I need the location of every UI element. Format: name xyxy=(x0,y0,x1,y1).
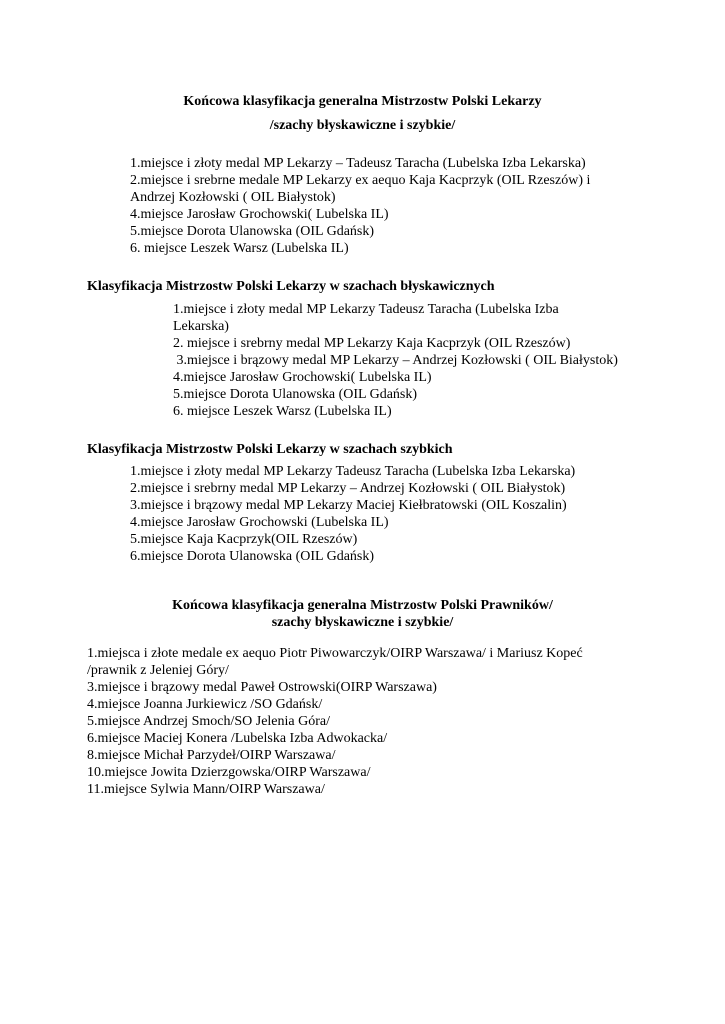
list-item: 5.miejsce Kaja Kacprzyk(OIL Rzeszów) xyxy=(130,532,358,547)
section4-title-line1: Końcowa klasyfikacja generalna Mistrzostw Polski Prawników/ xyxy=(172,598,553,613)
list-item: 4.miejsce Jarosław Grochowski( Lubelska IL) xyxy=(130,207,389,222)
list-item: Andrzej Kozłowski ( OIL Białystok) xyxy=(130,190,336,205)
section4-list xyxy=(87,645,583,798)
list-item: 2. miejsce i srebrny medal MP Lekarzy Kaja Kacprzyk (OIL Rzeszów) xyxy=(173,336,571,351)
section3-list xyxy=(130,463,575,565)
list-item: 10.miejsce Jowita Dzierzgowska/OIRP Warszawa/ xyxy=(87,765,371,780)
list-item: 3.miejsce i brązowy medal Paweł Ostrowski(OIRP Warszawa) xyxy=(87,680,437,695)
section1-title-line1: Końcowa klasyfikacja generalna Mistrzostw Polski Lekarzy xyxy=(183,94,542,109)
list-item: 6.miejsce Maciej Konera /Lubelska Izba Adwokacka/ xyxy=(87,731,388,746)
list-item: 1.miejsca i złote medale ex aequo Piotr Piwowarczyk/OIRP Warszawa/ i Mariusz Kopeć xyxy=(87,646,583,661)
list-item: 3.miejsce i brązowy medal MP Lekarzy – Andrzej Kozłowski ( OIL Białystok) xyxy=(173,353,618,368)
list-item: 6. miejsce Leszek Warsz (Lubelska IL) xyxy=(173,404,392,419)
list-item: 11.miejsce Sylwia Mann/OIRP Warszawa/ xyxy=(87,782,325,797)
section4-title-line2: szachy błyskawiczne i szybkie/ xyxy=(271,615,454,630)
list-item: 2.miejsce i srebrny medal MP Lekarzy – Andrzej Kozłowski ( OIL Białystok) xyxy=(130,481,566,496)
list-item: 4.miejsce Jarosław Grochowski( Lubelska IL) xyxy=(173,370,432,385)
section1-title-line2: /szachy błyskawiczne i szybkie/ xyxy=(269,118,456,133)
list-item: 5.miejsce Dorota Ulanowska (OIL Gdańsk) xyxy=(130,224,375,239)
list-item: 6. miejsce Leszek Warsz (Lubelska IL) xyxy=(130,241,349,256)
section2-list xyxy=(173,301,618,420)
list-item: 1.miejsce i złoty medal MP Lekarzy Tadeusz Taracha (Lubelska Izba xyxy=(173,302,559,317)
list-item: 4.miejsce Jarosław Grochowski (Lubelska IL) xyxy=(130,515,389,530)
section3-title: Klasyfikacja Mistrzostw Polski Lekarzy w szachach szybkich xyxy=(87,442,453,457)
list-item: 1.miejsce i złoty medal MP Lekarzy Tadeusz Taracha (Lubelska Izba Lekarska) xyxy=(130,464,576,479)
list-item: /prawnik z Jeleniej Góry/ xyxy=(87,663,229,678)
list-item: 8.miejsce Michał Parzydeł/OIRP Warszawa/ xyxy=(87,748,336,763)
list-item: 4.miejsce Joanna Jurkiewicz /SO Gdańsk/ xyxy=(87,697,323,712)
list-item: 2.miejsce i srebrne medale MP Lekarzy ex aequo Kaja Kacprzyk (OIL Rzeszów) i xyxy=(130,173,591,188)
list-item: 3.miejsce i brązowy medal MP Lekarzy Maciej Kiełbratowski (OIL Koszalin) xyxy=(130,498,567,513)
list-item: 1.miejsce i złoty medal MP Lekarzy – Tadeusz Taracha (Lubelska Izba Lekarska) xyxy=(130,156,586,171)
list-item: 5.miejsce Dorota Ulanowska (OIL Gdańsk) xyxy=(173,387,418,402)
list-item: 6.miejsce Dorota Ulanowska (OIL Gdańsk) xyxy=(130,549,375,564)
list-item: 5.miejsce Andrzej Smoch/SO Jelenia Góra/ xyxy=(87,714,330,729)
section2-title: Klasyfikacja Mistrzostw Polski Lekarzy w szachach błyskawicznych xyxy=(87,279,495,294)
section1-list xyxy=(130,155,590,257)
list-item: Lekarska) xyxy=(173,319,229,334)
